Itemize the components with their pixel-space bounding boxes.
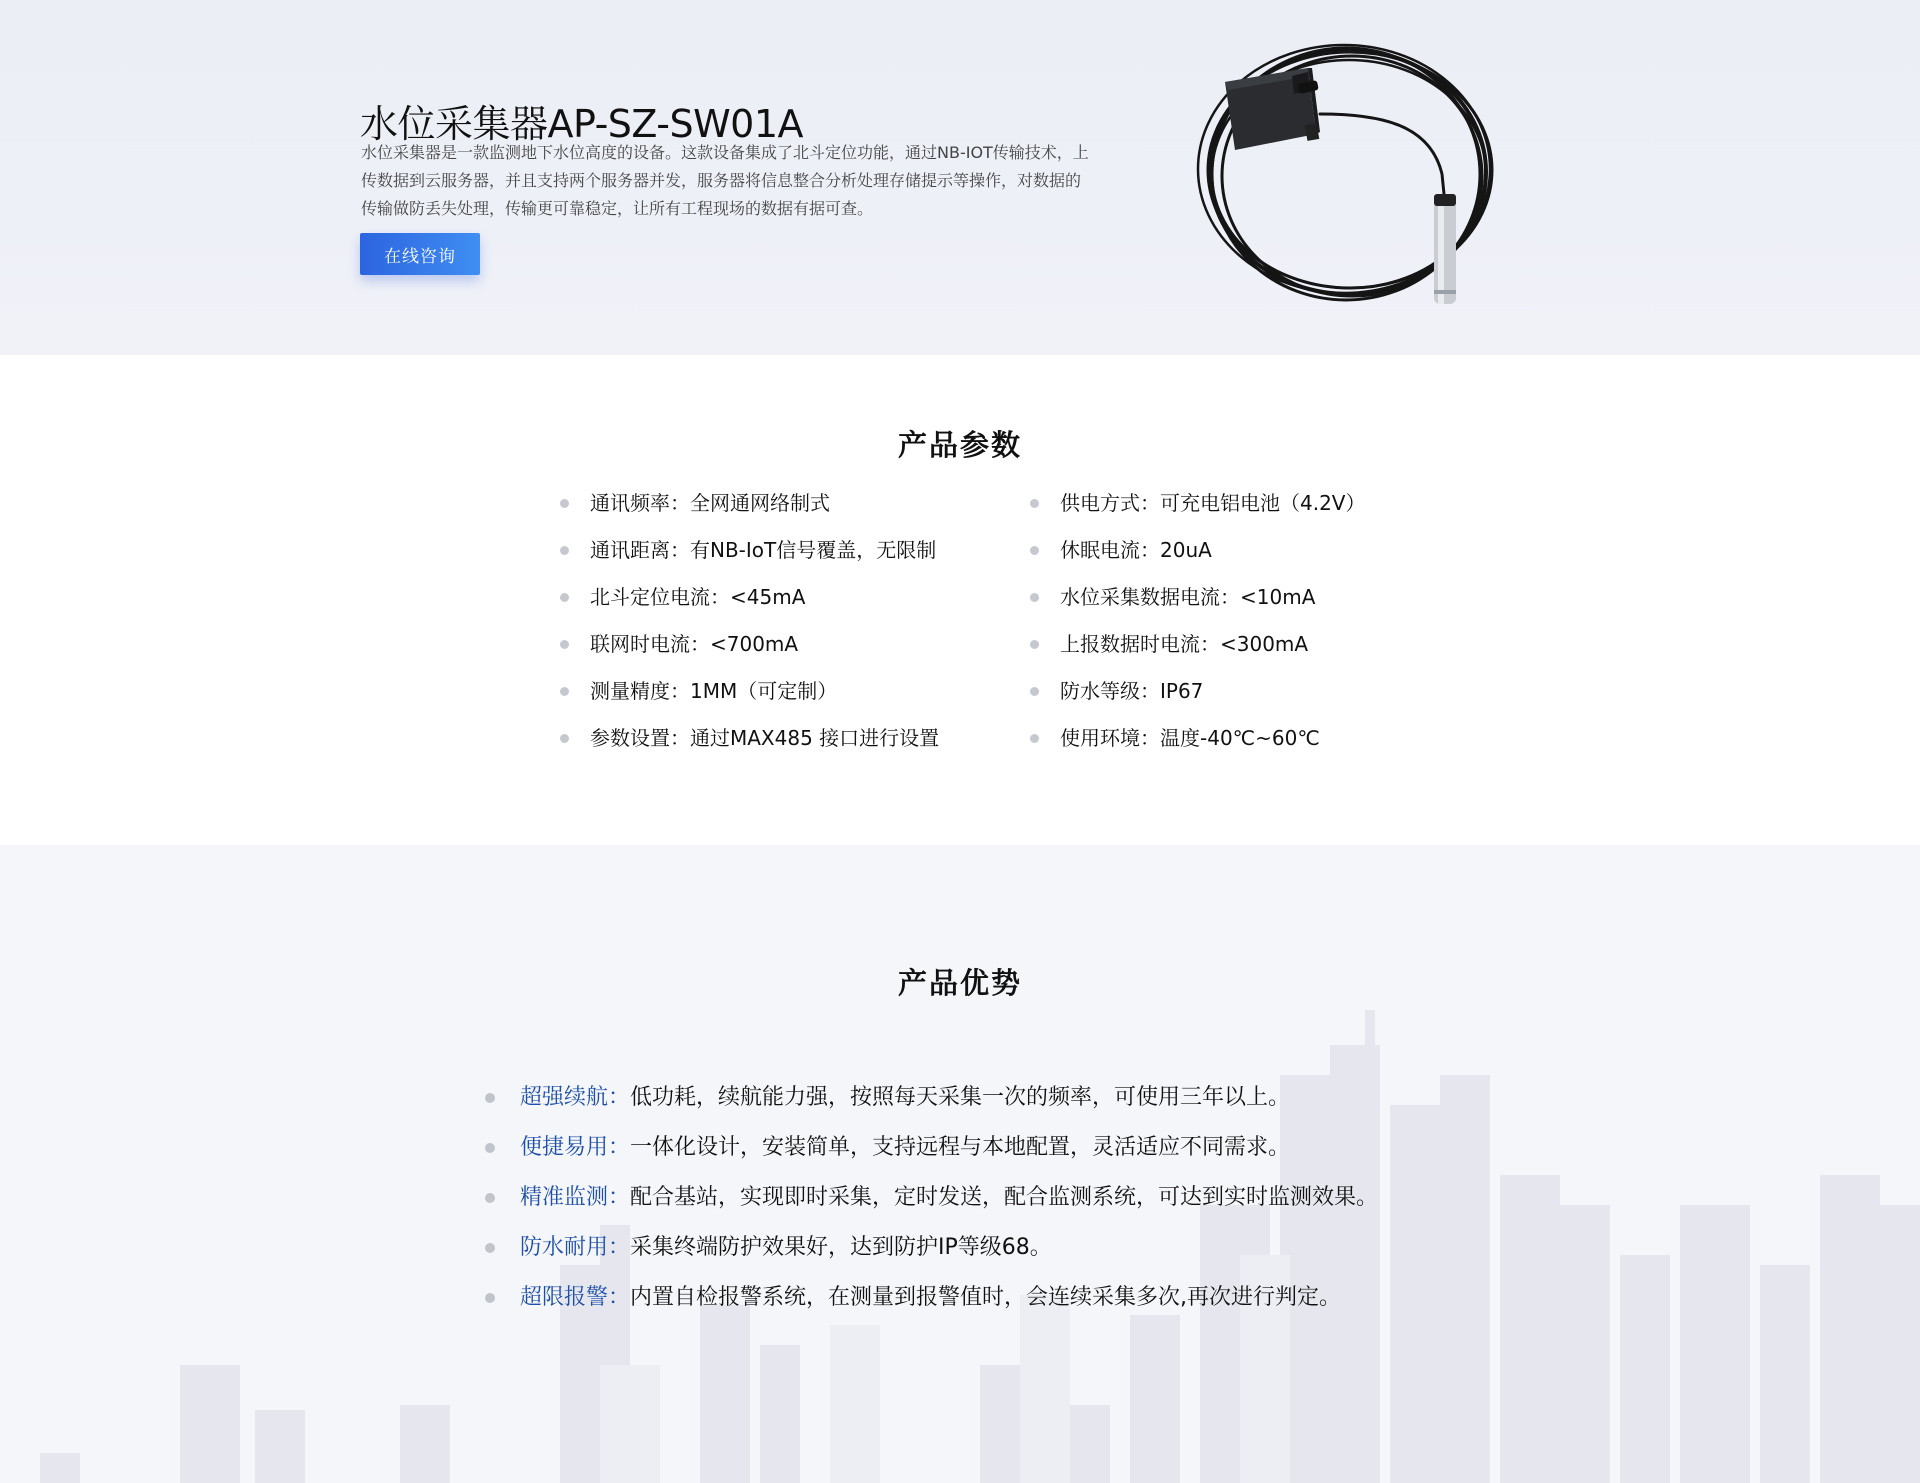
advantage-label: 便捷易用： <box>520 1135 631 1160</box>
advantage-text: 一体化设计，安装简单，支持远程与本地配置，灵活适应不同需求。 <box>630 1135 1291 1160</box>
bullet-dot-icon <box>560 593 569 602</box>
param-item <box>1030 583 1366 630</box>
bullet-dot-icon <box>1030 640 1039 649</box>
param-item <box>560 724 939 771</box>
product-advantages-section <box>0 845 1920 1483</box>
online-consult-button[interactable]: 在线咨询 <box>360 233 480 275</box>
bullet-dot-icon <box>1030 734 1039 743</box>
param-item <box>560 677 939 724</box>
bullet-dot-icon <box>1030 687 1039 696</box>
bullet-dot-icon <box>485 1293 495 1303</box>
bullet-dot-icon <box>485 1093 495 1103</box>
param-text: 北斗定位电流：<45mA <box>590 585 806 609</box>
param-item <box>560 536 939 583</box>
bullet-dot-icon <box>560 499 569 508</box>
bullet-dot-icon <box>1030 593 1039 602</box>
bullet-dot-icon <box>1030 546 1039 555</box>
param-text: 联网时电流：<700mA <box>590 632 799 656</box>
advantages-list <box>485 1083 1378 1333</box>
bullet-dot-icon <box>485 1193 495 1203</box>
param-text: 供电方式：可充电铝电池（4.2V） <box>1060 491 1366 515</box>
param-text: 参数设置：通过MAX485 接口进行设置 <box>590 726 940 750</box>
bullet-dot-icon <box>485 1243 495 1253</box>
params-left-list <box>560 489 939 771</box>
advantage-label: 超限报警： <box>520 1285 631 1310</box>
water-level-sensor-image <box>1180 24 1500 324</box>
bullet-dot-icon <box>560 687 569 696</box>
advantage-text: 低功耗，续航能力强，按照每天采集一次的频率，可使用三年以上。 <box>630 1085 1291 1110</box>
advantage-label: 防水耐用： <box>520 1235 631 1260</box>
param-item <box>1030 536 1366 583</box>
bullet-dot-icon <box>560 546 569 555</box>
param-text: 水位采集数据电流：<10mA <box>1060 585 1316 609</box>
advantage-text: 采集终端防护效果好，达到防护IP等级68。 <box>630 1235 1052 1260</box>
param-item <box>560 583 939 630</box>
product-description: 水位采集器是一款监测地下水位高度的设备。这款设备集成了北斗定位功能，通过NB-IOT传输技术，上传数据到云服务器，并且支持两个服务器并发，服务器将信息整合分析处理存储提示等操作，对数据的传输做防丢失处理，传输更可靠稳定，让所有工程现场的数据有据可查。 <box>361 143 1089 218</box>
bullet-dot-icon <box>1030 499 1039 508</box>
hero-banner <box>0 0 1920 355</box>
advantage-text: 配合基站，实现即时采集，定时发送，配合监测系统，可达到实时监测效果。 <box>630 1185 1379 1210</box>
param-item <box>1030 724 1366 771</box>
param-text: 休眠电流：20uA <box>1060 538 1212 562</box>
param-text: 使用环境：温度-40℃~60℃ <box>1060 726 1320 750</box>
advantage-item <box>485 1233 1378 1283</box>
param-item <box>1030 677 1366 724</box>
advantage-text: 内置自检报警系统，在测量到报警值时，会连续采集多次,再次进行判定。 <box>630 1285 1342 1310</box>
param-item <box>560 630 939 677</box>
bullet-dot-icon <box>485 1143 495 1153</box>
params-title: 产品参数 <box>897 428 1022 463</box>
param-item <box>560 489 939 536</box>
bullet-dot-icon <box>560 734 569 743</box>
product-title: 水位采集器AP-SZ-SW01A <box>360 102 804 147</box>
advantage-item <box>485 1133 1378 1183</box>
advantage-item <box>485 1083 1378 1133</box>
product-params-section <box>0 355 1920 845</box>
param-text: 上报数据时电流：<300mA <box>1060 632 1309 656</box>
param-item <box>1030 489 1366 536</box>
advantage-label: 精准监测： <box>520 1185 631 1210</box>
param-text: 通讯距离：有NB-IoT信号覆盖，无限制 <box>590 538 937 562</box>
param-text: 通讯频率：全网通网络制式 <box>590 491 830 515</box>
advantage-item <box>485 1183 1378 1233</box>
advantage-label: 超强续航： <box>520 1085 631 1110</box>
param-text: 防水等级：IP67 <box>1060 679 1204 703</box>
advantage-item <box>485 1283 1378 1333</box>
advantages-title: 产品优势 <box>897 966 1022 1001</box>
param-text: 测量精度：1MM（可定制） <box>590 679 838 703</box>
params-right-list <box>1030 489 1366 771</box>
param-item <box>1030 630 1366 677</box>
bullet-dot-icon <box>560 640 569 649</box>
